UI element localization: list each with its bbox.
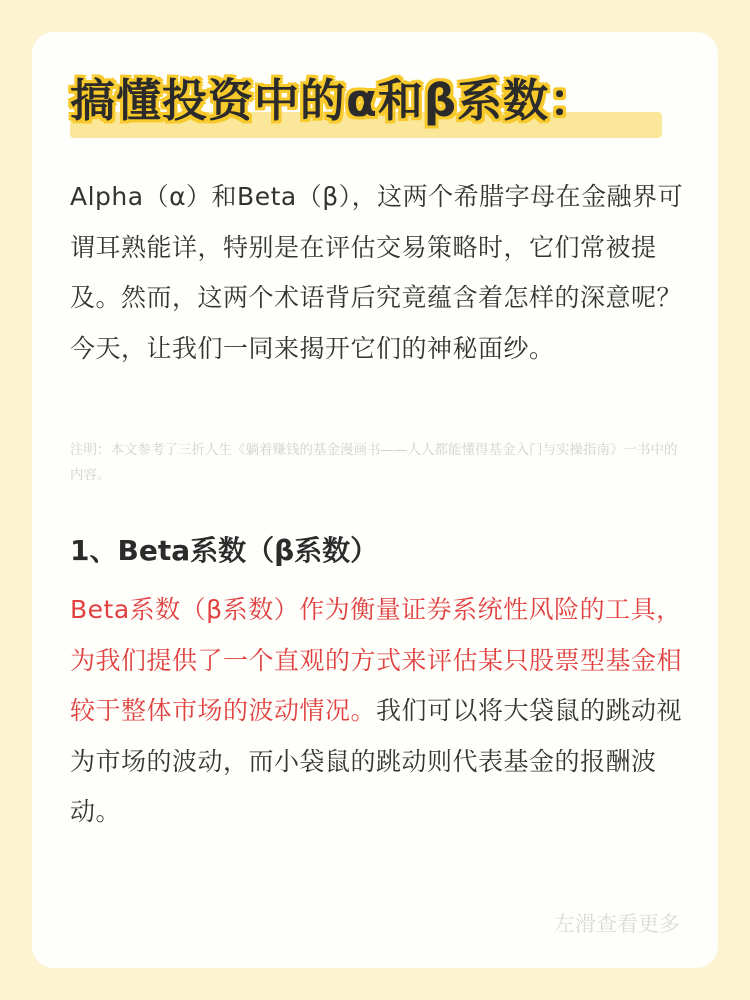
section-paragraph-beta: [70, 585, 686, 838]
analogy-text: 我们可以将大袋鼠的跳动视为市场的波动，而小袋鼠的跳动则代表基金的报酬波动。: [70, 696, 683, 826]
reference-note: 注明：本文参考了三折人生《躺着赚钱的基金漫画书——人人都能懂得基金入门与实操指南》一书中的内容。: [70, 442, 678, 483]
intro-paragraph: Alpha（α）和Beta（β），这两个希腊字母在金融界可谓耳熟能详，特别是在评估交易策略时，它们常被提及。然而，这两个术语背后究竟蕴含着怎样的深意呢？今天，让我们一同来揭开它们的神秘面纱。: [70, 182, 684, 363]
highlighted-definition: Beta系数（β系数）作为衡量证券系统性风险的工具，为我们提供了一个直观的方式来评估某只股票型基金相较于整体市场的波动情况。: [70, 595, 683, 725]
page-title: 搞懂投资中的α和β系数：: [70, 74, 596, 127]
swipe-hint[interactable]: 左滑查看更多: [554, 912, 680, 936]
section-heading-beta: 1、Beta系数（β系数）: [70, 534, 379, 567]
title-block: [70, 64, 670, 144]
